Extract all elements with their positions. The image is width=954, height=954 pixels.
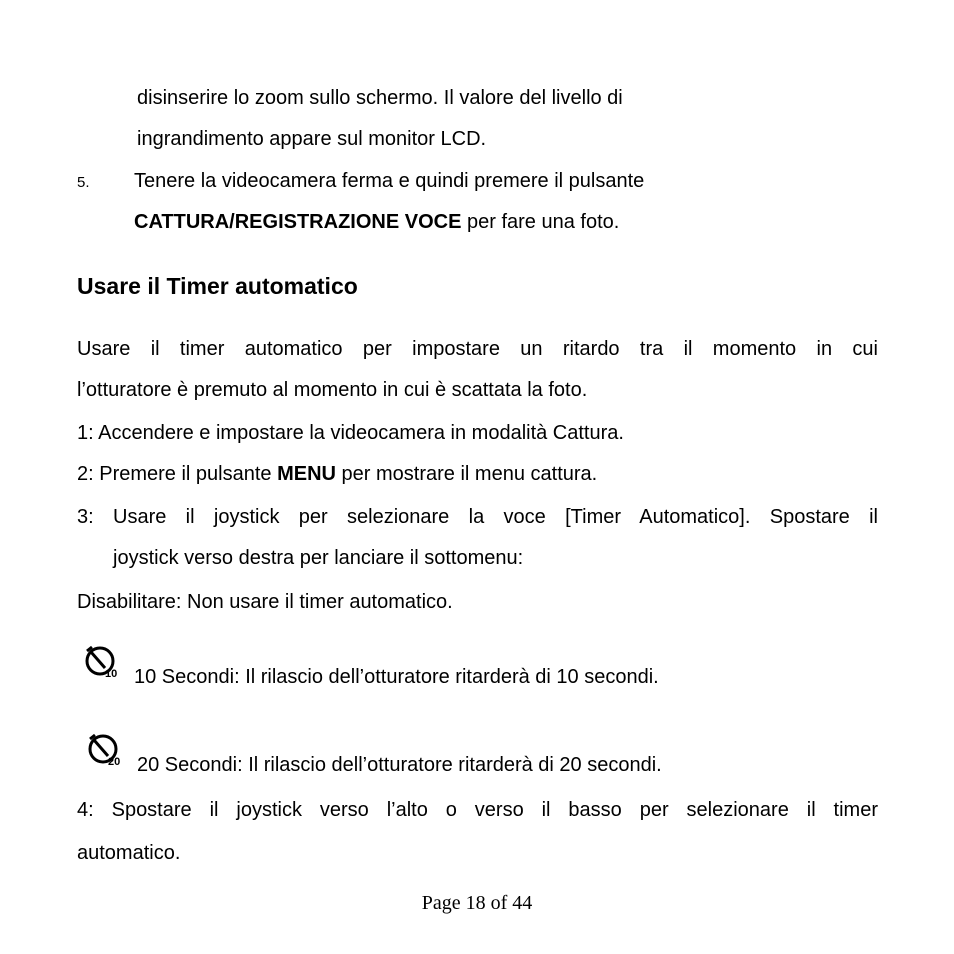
option-10-seconds: 10 Secondi: Il rilascio dell’otturatore ritarderà di 10 secondi. (134, 666, 659, 688)
step-3-line-1: 3: Usare il joystick per selezionare la voce [Timer Automatico]. Spostare il (77, 506, 878, 528)
step-4-line-2: automatico. (77, 842, 181, 864)
step-5-line-1: Tenere la videocamera ferma e quindi premere il pulsante (134, 170, 645, 192)
page-number: Page 18 of 44 (421, 892, 533, 914)
step-4-line-1: 4: Spostare il joystick verso l’alto o verso il basso per selezionare il timer (77, 799, 878, 821)
self-timer-10-icon (82, 642, 128, 678)
step-2-post: per mostrare il menu cattura. (336, 463, 598, 485)
option-20-seconds: 20 Secondi: Il rilascio dell’otturatore ritarderà di 20 secondi. (137, 754, 662, 776)
disable-option: Disabilitare: Non usare il timer automatico. (77, 591, 453, 613)
capture-button-name: CATTURA/REGISTRAZIONE VOCE (134, 211, 462, 233)
step-3-line-2: joystick verso destra per lanciare il sottomenu: (113, 547, 524, 569)
step-5-line-2-rest: per fare una foto. (461, 211, 620, 233)
continuation-line-2: ingrandimento appare sul monitor LCD. (137, 128, 487, 150)
continuation-line-1: disinserire lo zoom sullo schermo. Il valore del livello di (137, 87, 623, 109)
section-heading: Usare il Timer automatico (77, 273, 358, 299)
intro-line-1: Usare il timer automatico per impostare un ritardo tra il momento in cui (77, 338, 878, 360)
self-timer-20-label: 20 (108, 756, 121, 766)
menu-button-name: MENU (277, 463, 336, 485)
intro-line-2: l’otturatore è premuto al momento in cui è scattata la foto. (77, 379, 588, 401)
step-2 (77, 462, 597, 486)
step-5-line-2 (134, 210, 619, 234)
step-2-pre: 2: Premere il pulsante (77, 463, 278, 485)
self-timer-10-label: 10 (105, 668, 118, 678)
step-1: 1: Accendere e impostare la videocamera in modalità Cattura. (77, 422, 624, 444)
self-timer-20-icon (85, 730, 131, 766)
step-5-number: 5. (77, 174, 90, 191)
